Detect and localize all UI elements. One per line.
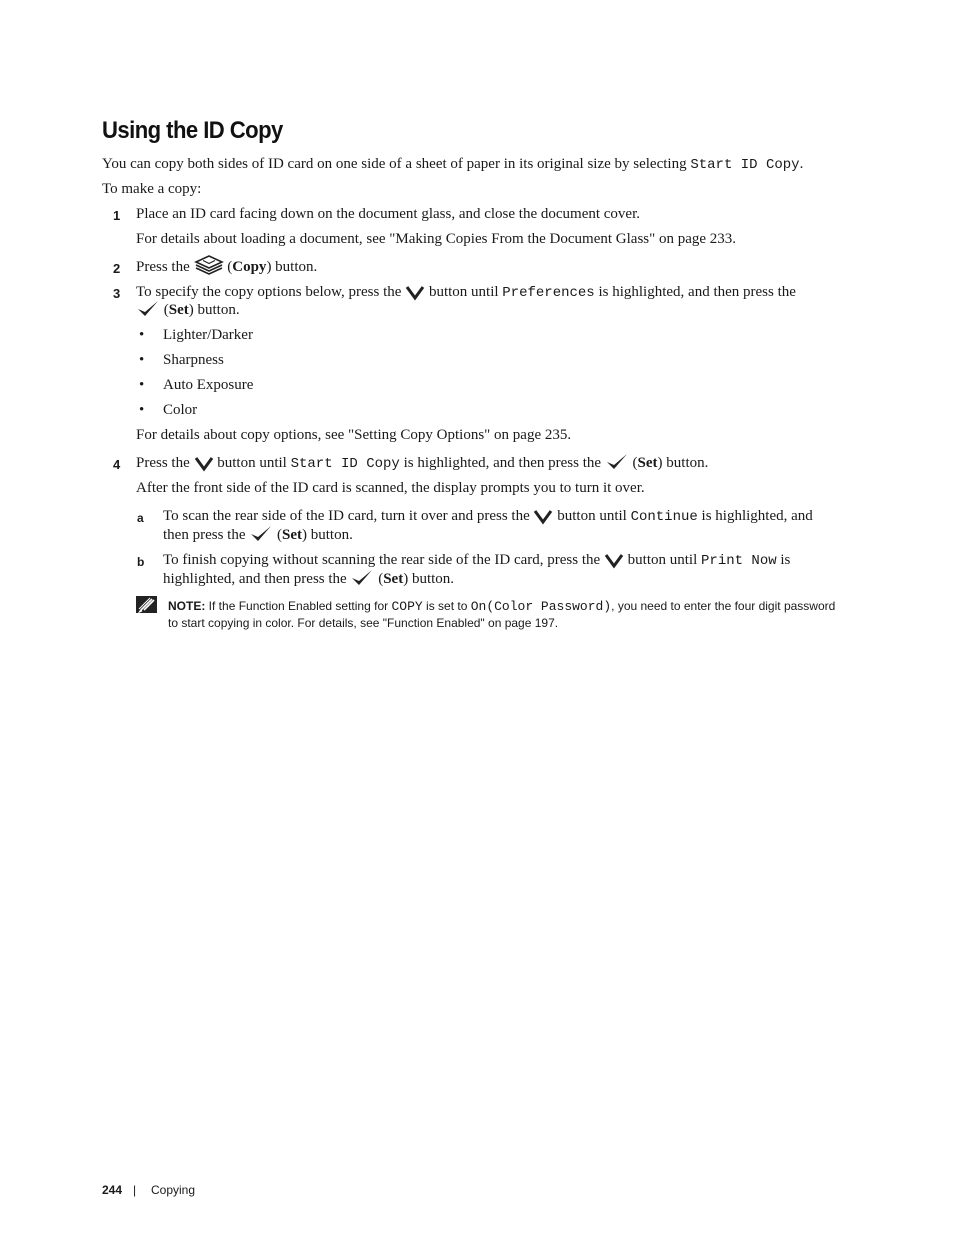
- step-2-number: 2: [113, 261, 121, 276]
- bullet-marker: •: [139, 352, 145, 368]
- footer-section: Copying: [151, 1183, 196, 1197]
- substep-b-text: To finish copying without scanning the rear side of the ID card, press the button until Print Now is: [163, 552, 791, 569]
- step-1-detail: For details about loading a document, see "Making Copies From the Document Glass" on page 233.: [136, 231, 737, 247]
- step-4-detail: After the front side of the ID card is scanned, the display prompts you to turn it over.: [136, 480, 645, 496]
- footer-separator: |: [133, 1183, 137, 1197]
- note-label: NOTE:: [168, 599, 206, 613]
- substep-a-text-line2: then press the (Set) button.: [163, 526, 353, 545]
- step-1-text: Place an ID card facing down on the document glass, and close the document cover.: [136, 206, 641, 222]
- step-4-number: 4: [113, 457, 121, 472]
- checkmark-set-icon: [350, 568, 374, 588]
- note-text: NOTE: If the Function Enabled setting for COPY is set to On(Color Password), you need to enter the four digit password to start copying in color. For details, see "Function Enabled" on page 197.: [168, 599, 836, 630]
- step-2-text: Press the (Copy) button.: [136, 258, 317, 277]
- step-3-detail: For details about copy options, see "Setting Copy Options" on page 235.: [136, 427, 572, 443]
- bullet-lighter-darker: Lighter/Darker: [163, 327, 253, 343]
- step-3-text: To specify the copy options below, press the button until Preferences is highlighted, and then press the: [136, 284, 796, 301]
- bullet-marker: •: [139, 402, 145, 418]
- substep-b-label: b: [137, 555, 145, 569]
- step-1-number: 1: [113, 208, 121, 223]
- intro-paragraph: You can copy both sides of ID card on one side of a sheet of paper in its original size by selecting Start ID Copy.: [102, 156, 804, 173]
- down-arrow-icon: [194, 456, 214, 472]
- down-arrow-icon: [533, 509, 553, 525]
- page-title: Using the ID Copy: [102, 117, 283, 144]
- checkmark-set-icon: [249, 524, 273, 544]
- bullet-auto-exposure: Auto Exposure: [163, 377, 254, 393]
- bullet-marker: •: [139, 327, 145, 343]
- bullet-marker: •: [139, 377, 145, 393]
- copy-button-icon: [194, 254, 224, 276]
- substep-a-label: a: [137, 511, 144, 525]
- down-arrow-icon: [405, 285, 425, 301]
- bullet-sharpness: Sharpness: [163, 352, 224, 368]
- bullet-color: Color: [163, 402, 198, 418]
- checkmark-set-icon: [605, 452, 629, 472]
- to-make-copy: To make a copy:: [102, 181, 202, 197]
- substep-b-text-line2: highlighted, and then press the (Set) button.: [163, 570, 454, 589]
- step-4-text: Press the button until Start ID Copy is highlighted, and then press the (Set) button.: [136, 454, 708, 474]
- checkmark-set-icon: [136, 299, 160, 319]
- step-3-number: 3: [113, 286, 121, 301]
- down-arrow-icon: [604, 553, 624, 569]
- substep-a-text: To scan the rear side of the ID card, turn it over and press the button until Continue is highlighted, and: [163, 508, 813, 525]
- note-pencil-icon: [136, 596, 157, 619]
- page-number: 244: [102, 1183, 123, 1197]
- step-3-text-line2: (Set) button.: [136, 301, 240, 320]
- intro-code: Start ID Copy: [690, 157, 800, 173]
